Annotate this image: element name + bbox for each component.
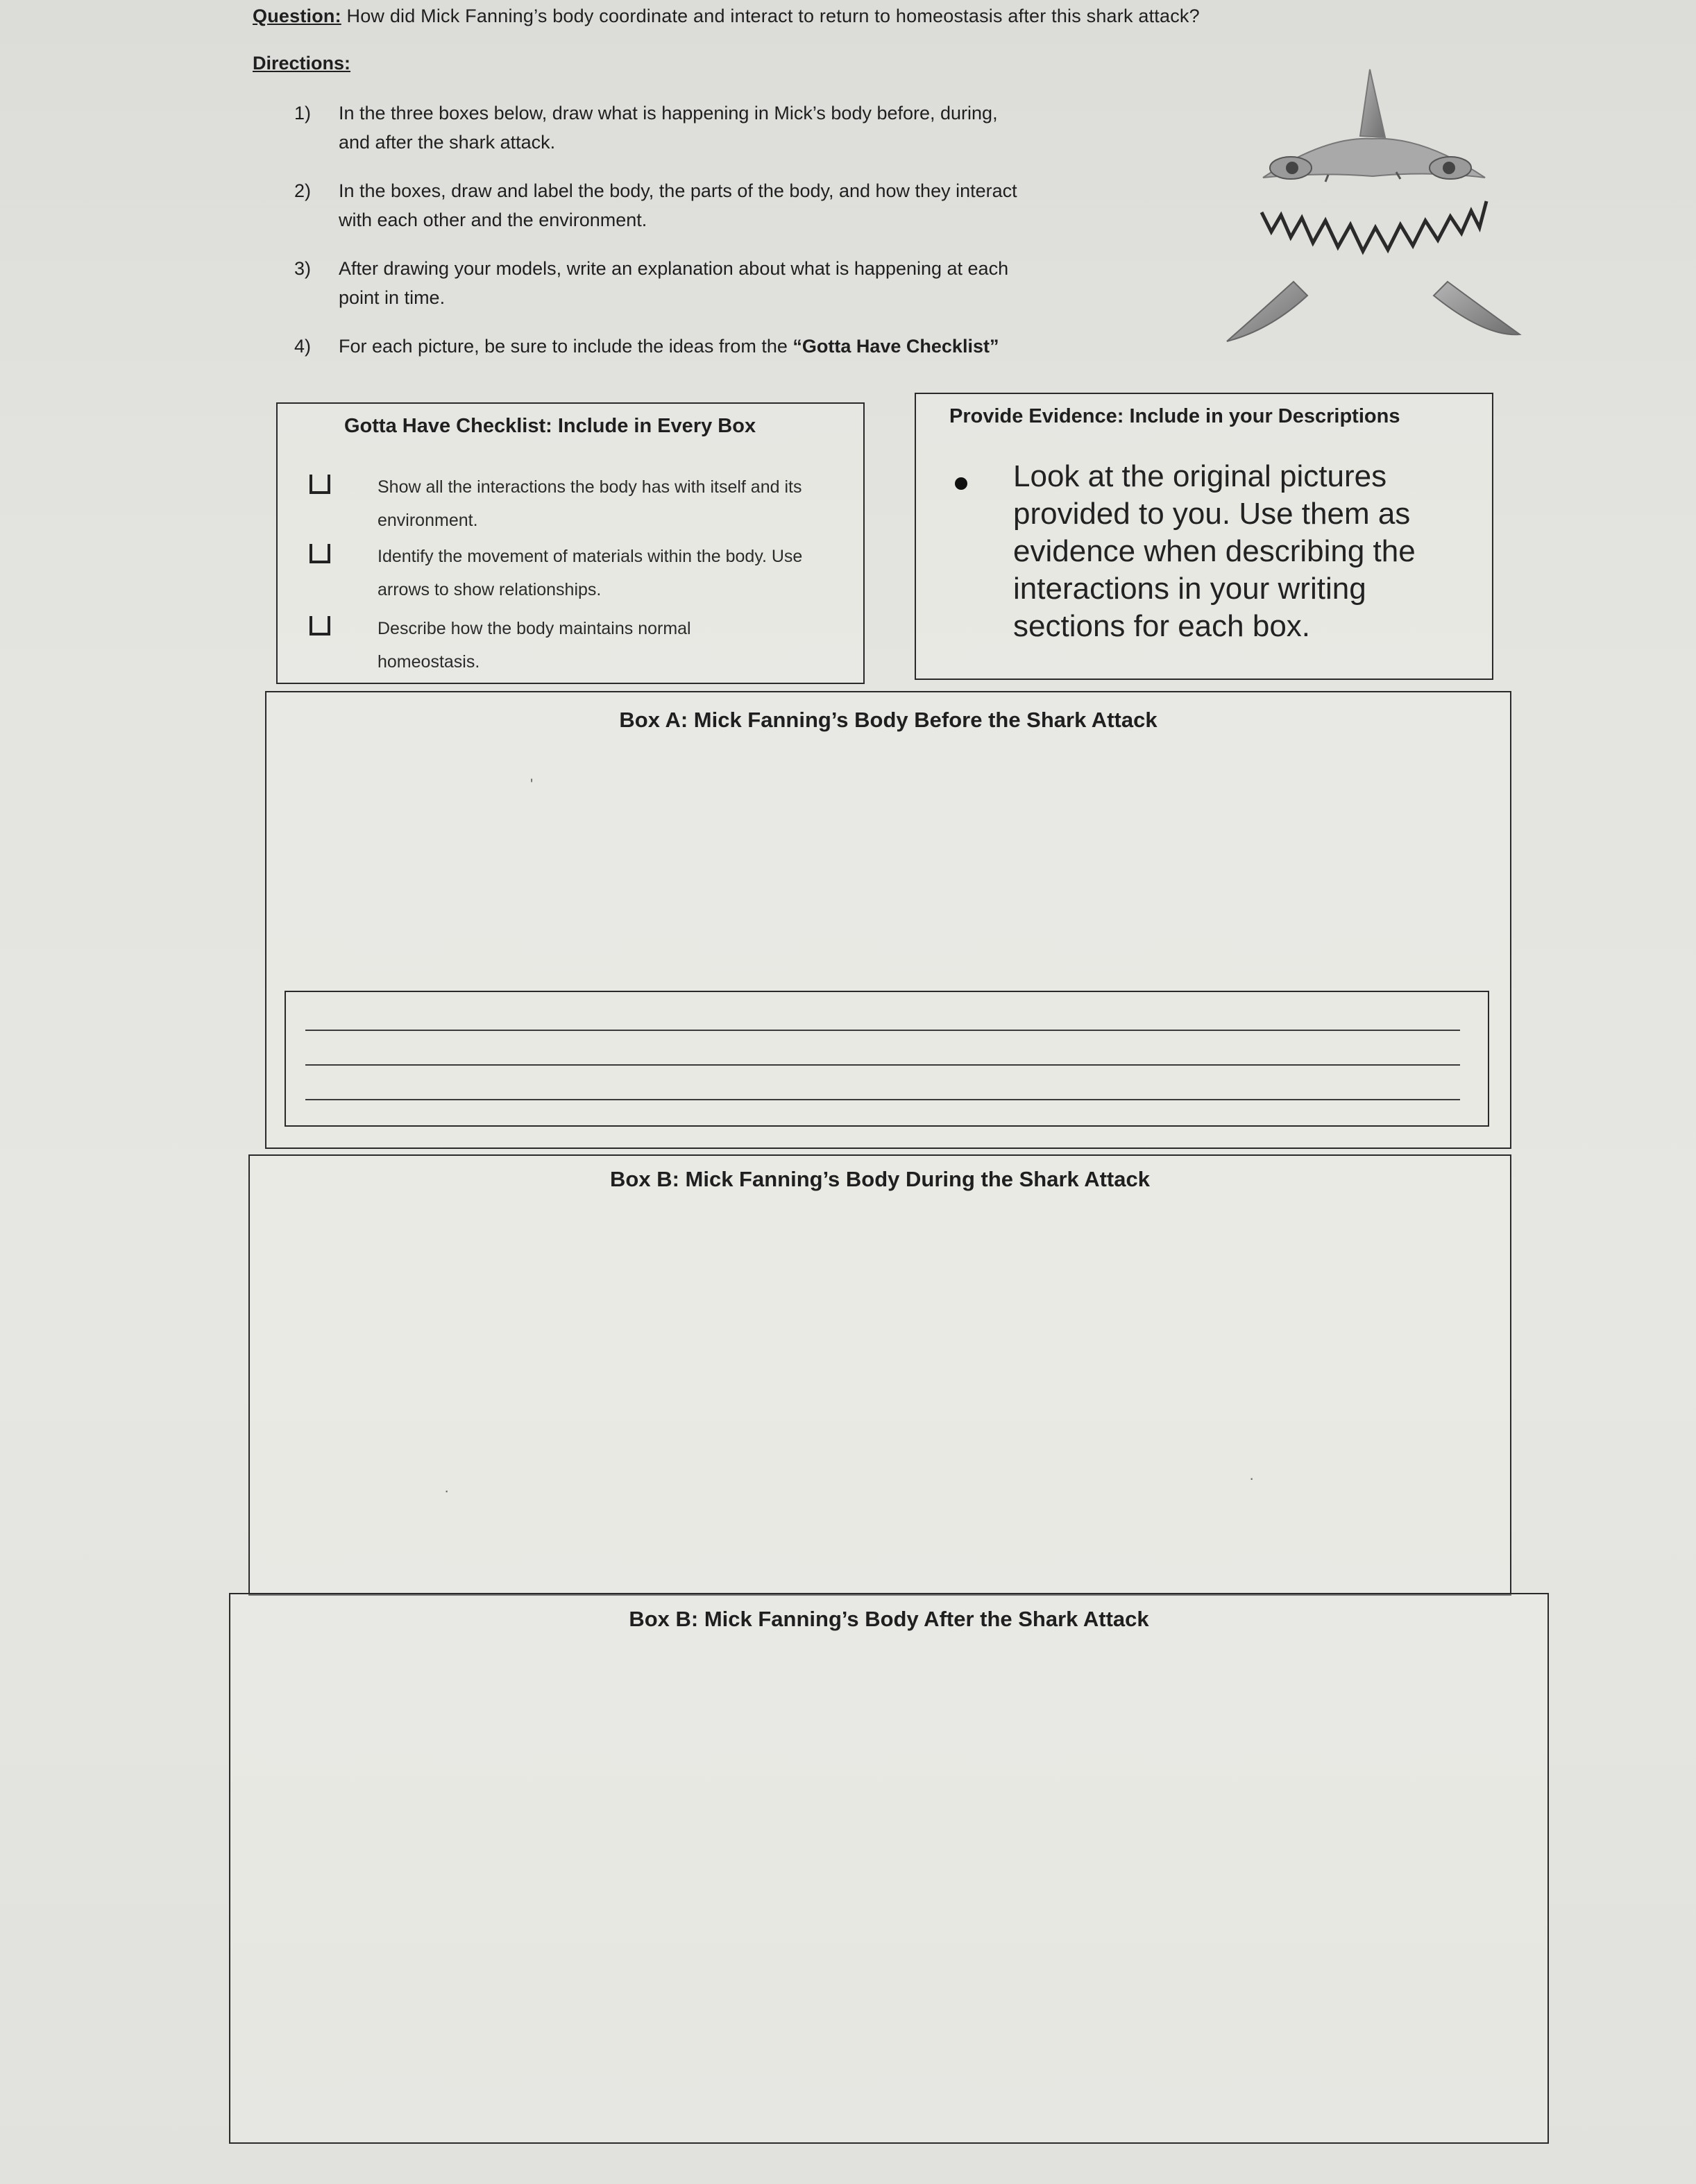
checkbox-icon[interactable] — [309, 616, 330, 635]
box-a-writing-area[interactable] — [285, 991, 1489, 1127]
question-label: Question: — [253, 6, 341, 26]
writing-line — [305, 1099, 1460, 1100]
direction-step-1 — [294, 99, 1210, 157]
direction-step-2 — [294, 176, 1210, 234]
step-number: 4) — [294, 336, 312, 357]
checklist-item-2 — [305, 540, 819, 606]
provide-evidence-panel — [915, 393, 1493, 680]
question-line — [253, 6, 1200, 27]
box-c-panel[interactable] — [229, 1593, 1549, 2144]
step-number: 2) — [294, 180, 312, 201]
box-a-panel — [265, 691, 1511, 1149]
direction-step-3 — [294, 254, 1210, 312]
gotta-have-checklist-panel — [276, 402, 865, 684]
stray-mark: · — [444, 1482, 450, 1499]
step-text: After drawing your models, write an explanation about what is happening at each point in time. — [339, 258, 1009, 308]
checklist-item-text: Describe how the body maintains normal homeostasis. — [378, 619, 691, 672]
checklist-item-3 — [305, 612, 819, 679]
writing-line — [305, 1064, 1460, 1066]
shark-clipart-icon — [1221, 67, 1527, 351]
checklist-item-text: Show all the interactions the body has with itself and its environment. — [378, 477, 802, 530]
box-b-panel[interactable] — [248, 1154, 1511, 1596]
bullet-icon — [955, 477, 967, 490]
evidence-title: Provide Evidence: Include in your Descriptions — [949, 405, 1400, 427]
step-text: In the three boxes below, draw what is happening in Mick’s body before, during, and after the shark attack. — [339, 103, 998, 153]
box-a-title: Box A: Mick Fanning’s Body Before the Shark Attack — [619, 708, 1157, 732]
checkbox-icon[interactable] — [309, 544, 330, 563]
step-text: In the boxes, draw and label the body, the parts of the body, and how they interact with each other and the environment. — [339, 180, 1017, 230]
checklist-item-1 — [305, 470, 819, 537]
checkbox-icon[interactable] — [309, 475, 330, 494]
direction-step-4 — [294, 332, 1210, 361]
step-text-bold: “Gotta Have Checklist” — [792, 336, 999, 357]
step-number: 3) — [294, 258, 312, 279]
box-c-title: Box B: Mick Fanning’s Body After the Shark Attack — [629, 1607, 1149, 1631]
checklist-item-text: Identify the movement of materials within the body. Use arrows to show relationships. — [378, 547, 803, 599]
question-text: How did Mick Fanning’s body coordinate and interact to return to homeostasis after this shark attack? — [341, 6, 1200, 26]
stray-mark: · — [1249, 1469, 1255, 1487]
checklist-title: Gotta Have Checklist: Include in Every Box — [344, 415, 756, 437]
writing-line — [305, 1030, 1460, 1031]
step-number: 1) — [294, 103, 312, 123]
directions-heading: Directions: — [253, 53, 351, 74]
stray-mark: ' — [530, 776, 534, 793]
step-text — [339, 332, 1171, 361]
step-text-plain: For each picture, be sure to include the ideas from the — [339, 336, 793, 357]
box-b-title: Box B: Mick Fanning’s Body During the Shark Attack — [610, 1167, 1150, 1191]
evidence-bullet-text: Look at the original pictures provided to you. Use them as evidence when describing the interactions in your writing sections for each box. — [1013, 459, 1416, 643]
